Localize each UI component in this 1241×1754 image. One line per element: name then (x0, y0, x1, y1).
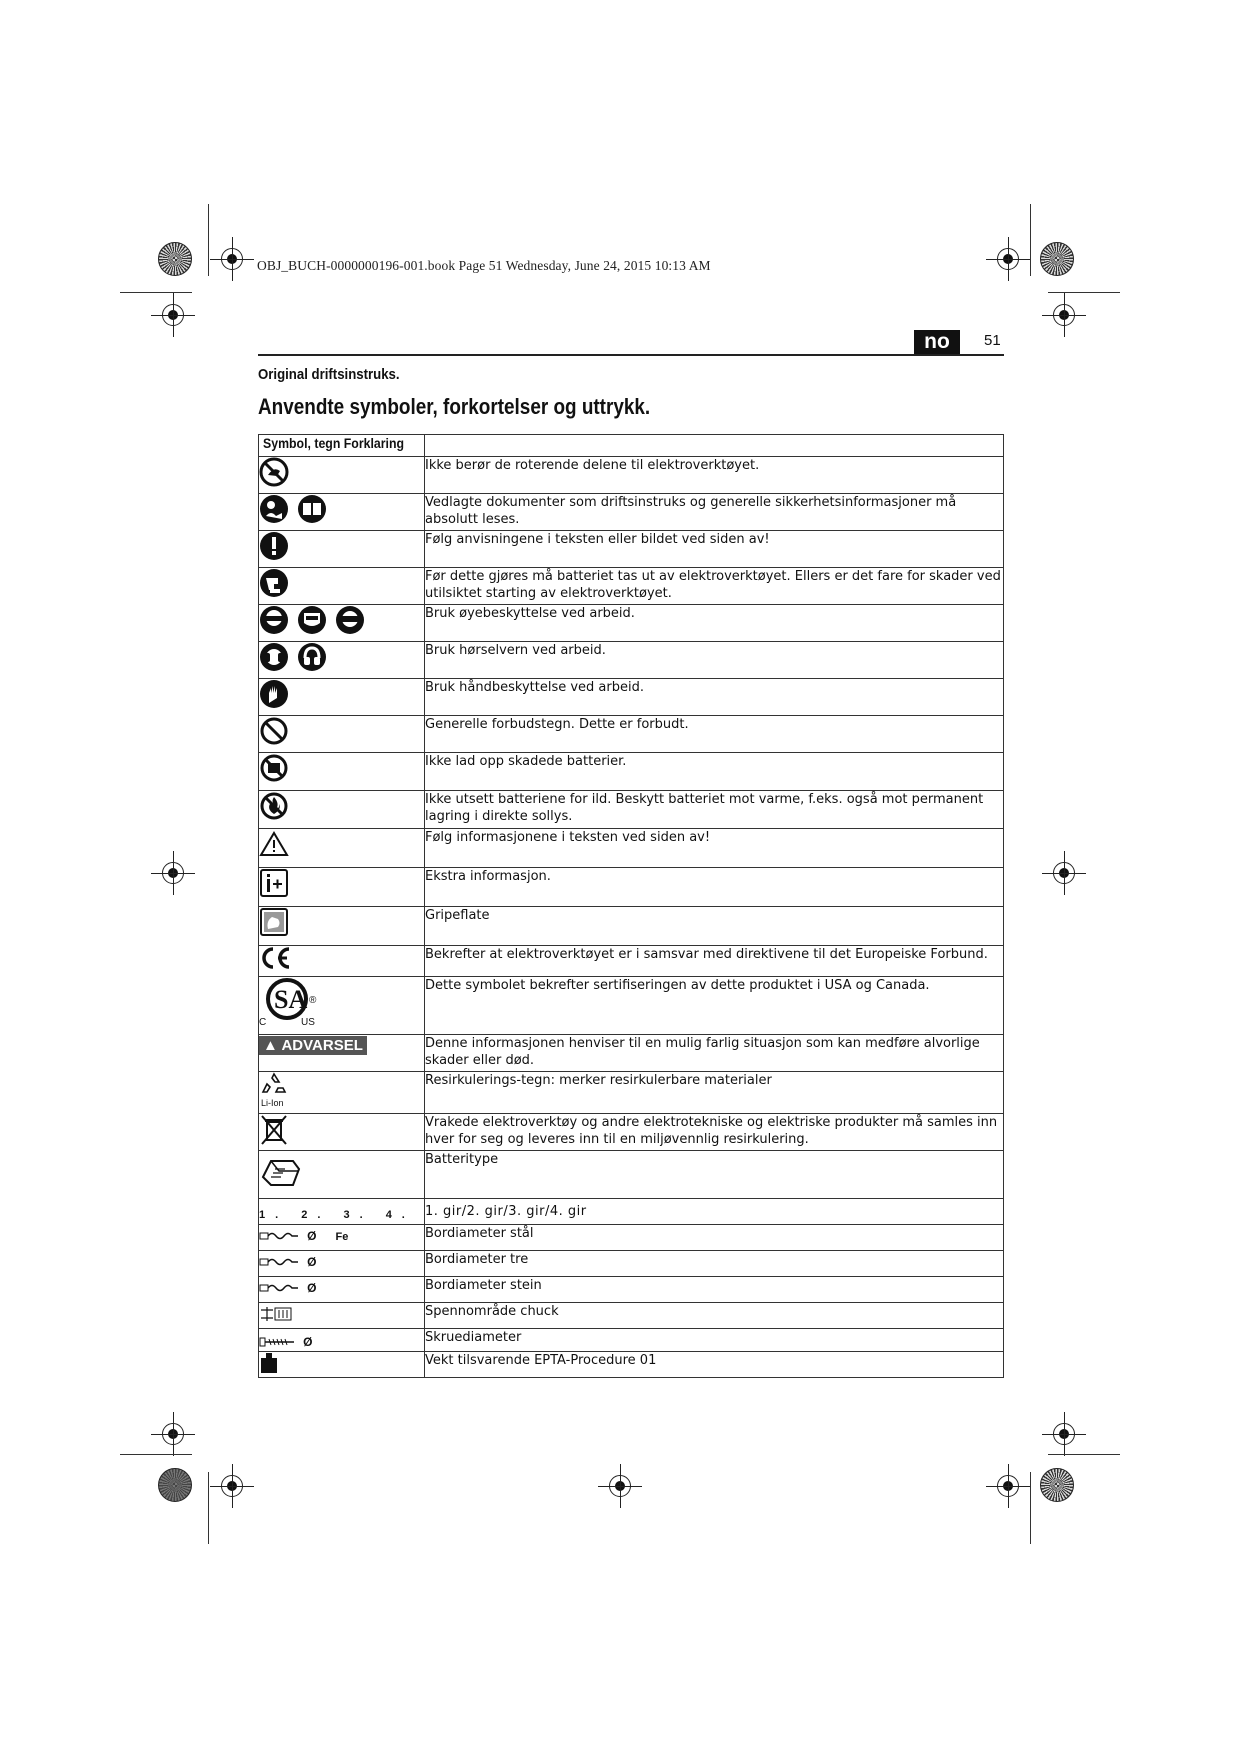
registration-rosette-icon (1040, 242, 1074, 276)
crosshair-target-icon (162, 304, 184, 326)
drill-steel-icon (259, 1227, 299, 1245)
symbol-cell (259, 494, 425, 531)
symbols-table (258, 434, 1004, 1378)
description-cell: Denne informasjonen henviser til en mulig farlig situasjon som kan medføre alvorlige skader eller død. (425, 1035, 1004, 1072)
no-charge-damaged-battery-icon (259, 753, 289, 783)
table-row (259, 1151, 1004, 1199)
table-row (259, 907, 1004, 946)
description-cell: Bruk hørselvern ved arbeid. (425, 642, 1004, 679)
crosshair-target-icon (997, 1475, 1019, 1497)
gear-selector-icon (259, 1209, 415, 1221)
table-header-row (259, 435, 1004, 457)
symbol-cell (259, 829, 425, 868)
csa-us-label: US (301, 1017, 315, 1028)
csa-c-label: C (259, 1017, 267, 1028)
table-header: Symbol, tegn Forklaring (259, 435, 425, 457)
table-row (259, 868, 1004, 907)
symbol-cell (259, 868, 425, 907)
csa-registered-mark: ® (309, 995, 317, 1006)
hearing-protection-icon (259, 642, 289, 672)
table-header-empty (425, 435, 1004, 457)
symbol-cell (259, 946, 425, 977)
symbol-cell (259, 457, 425, 494)
table-row (259, 753, 1004, 791)
description-cell: Vrakede elektroverktøy og andre elektrotekniske og elektriske produkter må samles inn hver for seg og leveres inn til en miljøvennlig resirkulering. (425, 1114, 1004, 1151)
face-shield-icon (297, 605, 327, 635)
symbol-cell (259, 1035, 425, 1072)
svg-text:SA: SA (274, 985, 308, 1014)
description-cell: Ikke utsett batteriene for ild. Beskytt batteriet mot varme, f.eks. også mot permanent lagring i direkte sollys. (425, 791, 1004, 829)
drill-stone-icon (259, 1279, 299, 1297)
description-cell: 1. gir/2. gir/3. gir/4. gir (425, 1199, 1004, 1225)
diameter-symbol: Ø (307, 1255, 317, 1269)
crosshair-target-icon (221, 1475, 243, 1497)
crosshair-target-icon (221, 248, 243, 270)
symbol-cell (259, 1277, 425, 1303)
crosshair-target-icon (162, 862, 184, 884)
description-cell: Ikke berør de roterende delene til elektroverktøyet. (425, 457, 1004, 494)
document-label: Original driftsinstruks. (258, 366, 400, 383)
table-row (259, 1035, 1004, 1072)
description-cell: Bordiameter tre (425, 1251, 1004, 1277)
symbol-cell (259, 791, 425, 829)
diameter-symbol: Ø (303, 1335, 313, 1349)
fe-label: Fe (335, 1231, 349, 1243)
table-row (259, 1329, 1004, 1352)
li-ion-label: Li-Ion (261, 1098, 284, 1108)
symbol-cell (259, 1114, 425, 1151)
table-row (259, 1199, 1004, 1225)
grip-surface-icon (259, 907, 289, 937)
table-row (259, 829, 1004, 868)
description-cell: Gripeflate (425, 907, 1004, 946)
chuck-range-icon (259, 1305, 299, 1323)
description-cell: Vedlagte dokumenter som driftsinstruks og generelle sikkerhetsinformasjoner må absolutt leses. (425, 494, 1004, 531)
battery-type-icon (259, 1151, 303, 1193)
symbol-cell (259, 605, 425, 642)
book-icon (297, 494, 327, 524)
crosshair-target-icon (1053, 1423, 1075, 1445)
symbol-cell (259, 642, 425, 679)
weee-bin-icon (259, 1114, 289, 1146)
drill-wood-icon (259, 1253, 299, 1271)
description-cell: Bruk øyebeskyttelse ved arbeid. (425, 605, 1004, 642)
no-fire-battery-icon (259, 791, 289, 821)
ce-mark-icon (259, 946, 293, 970)
table-row (259, 1225, 1004, 1251)
description-cell: Følg anvisningene i teksten eller bildet ved siden av! (425, 531, 1004, 568)
description-cell: Ikke lad opp skadede batterier. (425, 753, 1004, 791)
table-row (259, 494, 1004, 531)
header-rule (258, 354, 1004, 356)
registration-rosette-icon (158, 242, 192, 276)
table-row (259, 716, 1004, 753)
description-cell: Dette symbolet bekrefter sertifiseringen av dette produktet i USA og Canada. (425, 977, 1004, 1035)
diameter-symbol: Ø (307, 1229, 317, 1243)
hand-protection-icon (259, 679, 289, 709)
symbol-cell (259, 753, 425, 791)
symbol-cell (259, 907, 425, 946)
symbol-cell (259, 1072, 425, 1114)
advarsel-label-icon: ▲ ADVARSEL (259, 1036, 367, 1055)
crosshair-target-icon (1053, 862, 1075, 884)
language-badge: no (914, 330, 960, 354)
symbol-cell (259, 568, 425, 605)
registration-rosette-icon (1040, 1468, 1074, 1502)
prohibition-icon (259, 716, 289, 746)
symbol-cell (259, 977, 425, 1035)
ear-muff-icon (297, 642, 327, 672)
description-cell: Bekrefter at elektroverktøyet er i samsvar med direktivene til det Europeiske Forbund. (425, 946, 1004, 977)
table-row (259, 1251, 1004, 1277)
description-cell: Vekt tilsvarende EPTA-Procedure 01 (425, 1352, 1004, 1378)
description-cell: Bordiameter stein (425, 1277, 1004, 1303)
description-cell: Batteritype (425, 1151, 1004, 1199)
symbol-cell (259, 679, 425, 716)
table-row (259, 642, 1004, 679)
recycling-icon (259, 1072, 293, 1110)
symbol-cell (259, 1151, 425, 1199)
crosshair-target-icon (162, 1423, 184, 1445)
symbol-cell (259, 716, 425, 753)
table-row (259, 605, 1004, 642)
description-cell: Resirkulerings-tegn: merker resirkulerbare materialer (425, 1072, 1004, 1114)
symbol-cell (259, 531, 425, 568)
table-row (259, 457, 1004, 494)
description-cell: Følg informasjonene i teksten ved siden av! (425, 829, 1004, 868)
table-row (259, 568, 1004, 605)
table-row (259, 1352, 1004, 1378)
crosshair-target-icon (1053, 304, 1075, 326)
crosshair-target-icon (609, 1475, 631, 1497)
csa-mark-icon (259, 977, 319, 1029)
warning-triangle-icon (259, 829, 289, 859)
info-icon (259, 868, 289, 898)
table-row (259, 679, 1004, 716)
symbol-cell (259, 1251, 425, 1277)
symbol-cell (259, 1199, 425, 1225)
symbol-cell (259, 1225, 425, 1251)
description-cell: Bordiameter stål (425, 1225, 1004, 1251)
book-print-line: OBJ_BUCH-0000000196-001.book Page 51 Wednesday, June 24, 2015 10:13 AM (257, 258, 711, 273)
table-row (259, 1277, 1004, 1303)
page-title: Anvendte symboler, forkortelser og uttrykk. (258, 394, 651, 419)
description-cell: Før dette gjøres må batteriet tas ut av elektroverktøyet. Ellers er det fare for skader ved utilsiktet starting av elektroverktøyet. (425, 568, 1004, 605)
remove-battery-icon (259, 568, 289, 598)
diameter-symbol: Ø (307, 1281, 317, 1295)
table-row (259, 977, 1004, 1035)
weight-icon (259, 1352, 279, 1374)
table-row (259, 531, 1004, 568)
description-cell: Spennområde chuck (425, 1303, 1004, 1329)
crosshair-target-icon (997, 248, 1019, 270)
advarsel-text: ADVARSEL (281, 1037, 363, 1054)
table-row (259, 1114, 1004, 1151)
registration-rosette-icon (158, 1468, 192, 1502)
symbol-cell (259, 1352, 425, 1378)
table-row (259, 1303, 1004, 1329)
symbol-cell (259, 1329, 425, 1352)
table-row (259, 1072, 1004, 1114)
description-cell: Skruediameter (425, 1329, 1004, 1352)
description-cell: Bruk håndbeskyttelse ved arbeid. (425, 679, 1004, 716)
rotating-parts-prohibition-icon (259, 457, 289, 487)
description-cell: Generelle forbudstegn. Dette er forbudt. (425, 716, 1004, 753)
page-number: 51 (984, 332, 1001, 349)
description-cell: Ekstra informasjon. (425, 868, 1004, 907)
goggles-icon (335, 605, 365, 635)
symbol-cell (259, 1303, 425, 1329)
gear-numbers: 1. 2. 3. 4. (259, 1208, 415, 1221)
table-row (259, 791, 1004, 829)
read-manual-icon (259, 494, 289, 524)
table-row (259, 946, 1004, 977)
screw-diameter-icon (259, 1335, 295, 1349)
eye-protection-icon (259, 605, 289, 635)
exclamation-icon (259, 531, 289, 561)
